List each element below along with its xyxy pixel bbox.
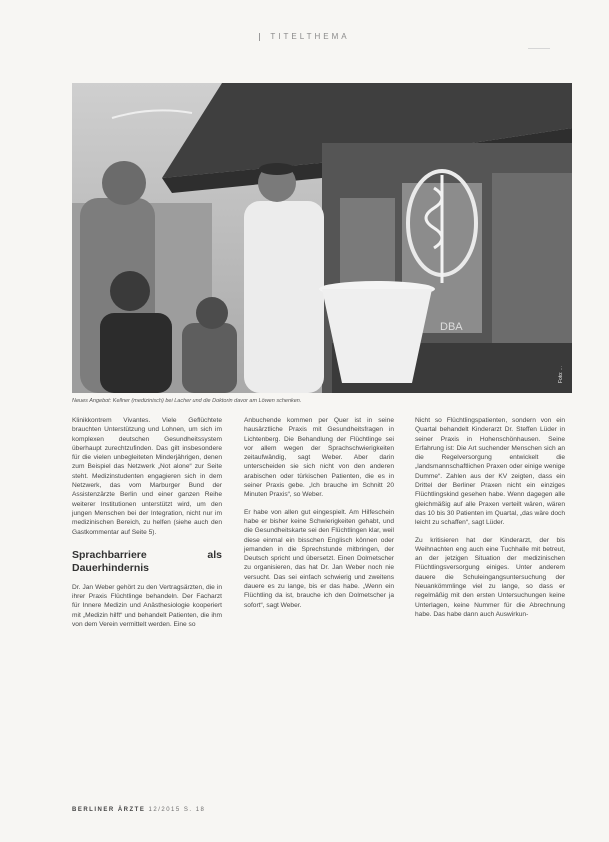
paragraph: Dr. Jan Weber gehört zu den Vertragsärzten, die in ihrer Praxis Flüchtlinge behandeln. Der Facharzt für Innere Medizin und Anästhesiologie kooperiert mit „Medizin hilft“ und behandelt Patienten, die ihm von dem Verein vermittelt werden. Eine so	[72, 583, 222, 629]
paragraph: Anbuchende kommen per Quer ist in seine hausärztliche Praxis mit Gesundheitsfragen in Lichtenberg. Die Behandlung der Flüchtlinge sei vor allem wegen der Sprachschwierigkeiten zeitaufwändig, sagt Weber. Aber darin unterscheiden sie sich nicht von den anderen arabischen oder türkischen Patienten, die es in seiner Praxis gebe. „Ich brauche im Schnitt 20 Minuten Praxis“, so Weber.	[244, 417, 394, 499]
photo-illustration	[72, 83, 572, 393]
section-title: TITELTHEMA	[270, 32, 350, 41]
paragraph: Zu kritisieren hat der Kinderarzt, der bis Weihnachten eng auch eine Tuchhalle mit betreut, an der jetzigen Situation der medizinischen Flüchtlingsversorgung einiges. Unter anderem dauere die Schuleingangsuntersuchung der Neuankömmlinge viel zu lange, so dass er regelmäßig mit den ersten Untersuchungen keine Unterlagen, keine Nummer für die Abrechnung habe. Das habe dann auch Auswirkun-	[415, 536, 565, 618]
issue-info: 12/2015 S. 18	[148, 807, 206, 813]
journal-name: BERLINER ÄRZTE	[72, 807, 146, 813]
photo-credit: Foto: ...	[558, 366, 564, 383]
paragraph: Klinikkontrem Vivantes. Viele Geflüchtete brauchten Unterstützung und Lohnen, um sich im komplexen deutschen Gesundheitssystem überhaupt zurechtzufinden. Das gilt insbesondere für die vielen unbegleiteten Minderjährigen, denen zum Beispiel das Netzwerk „Not alone“ zur Seite steht. Medizinstudenten engagieren sich in dem Netzwerk, das vom Marburger Bund der Assistenzärzte Berlin und einer ganzen Reihe weiterer Institutionen unterstützt wird, um den jungen Menschen bei der Integration, nicht nur im medizinischen Bereich, zu helfen (siehe auch den Gastkommentar auf Seite 5).	[72, 417, 222, 536]
feature-photo	[72, 83, 572, 393]
section-header	[0, 32, 609, 41]
paragraph: Nicht so Flüchtlingspatienten, sondern von ein Quartal behandelt Kinderarzt Dr. Steffen Lüder in seiner Praxis in Hohenschönhausen. Seine Erfahrung ist: Die Art suchender Menschen sich an die Regelversorgung entwickelt die „landsmannschaftlichen Praxen oder einige wenige Dumme“. Zahlen aus der KV zeigten, dass ein Drittel der Berliner Praxen nicht ein einziges Flüchtlingskind gesehen habe. Wenn dagegen alle gleichmäßig auf alle Praxen verteilt wären, wären das 10 bis 30 Patienten im Quartal, „das wäre doch leicht zu schaffen“, sagt Lüder.	[415, 417, 565, 527]
header-rule	[259, 33, 260, 41]
text-column-1	[72, 416, 222, 637]
photo-caption: Neues Angebot: Kellner (medizinisch) bei Lacher und die Doktorin davor am Löwen schenken.	[72, 398, 302, 404]
page-mark	[528, 48, 550, 49]
paragraph: Er habe von allen gut eingespielt. Am Hilfeschein habe er bisher keine Schwierigkeiten gehabt, und die Gesundheitskarte sei den Flüchtlingen klar, weil diese einmal ein bisschen Englisch können oder jemanden in die Sprechstunde mitbringen, der Deutsch spricht und übersetzt. Einen Dolmetscher zu organisieren, das hat Dr. Jan Weber noch nie versucht. Das sei einfach schwierig und zweitens dauere es zu lange, bis er das habe. „Wenn ein Flüchtling da ist, brauche ich den Dolmetscher ja sofort“, sagt Weber.	[244, 508, 394, 609]
pharmacy-sign: DBA	[440, 321, 463, 333]
text-column-3	[415, 416, 565, 627]
page-footer	[72, 807, 205, 813]
subheading: Sprachbarriere als Dauerhindernis	[72, 548, 222, 574]
text-column-2	[244, 416, 394, 618]
